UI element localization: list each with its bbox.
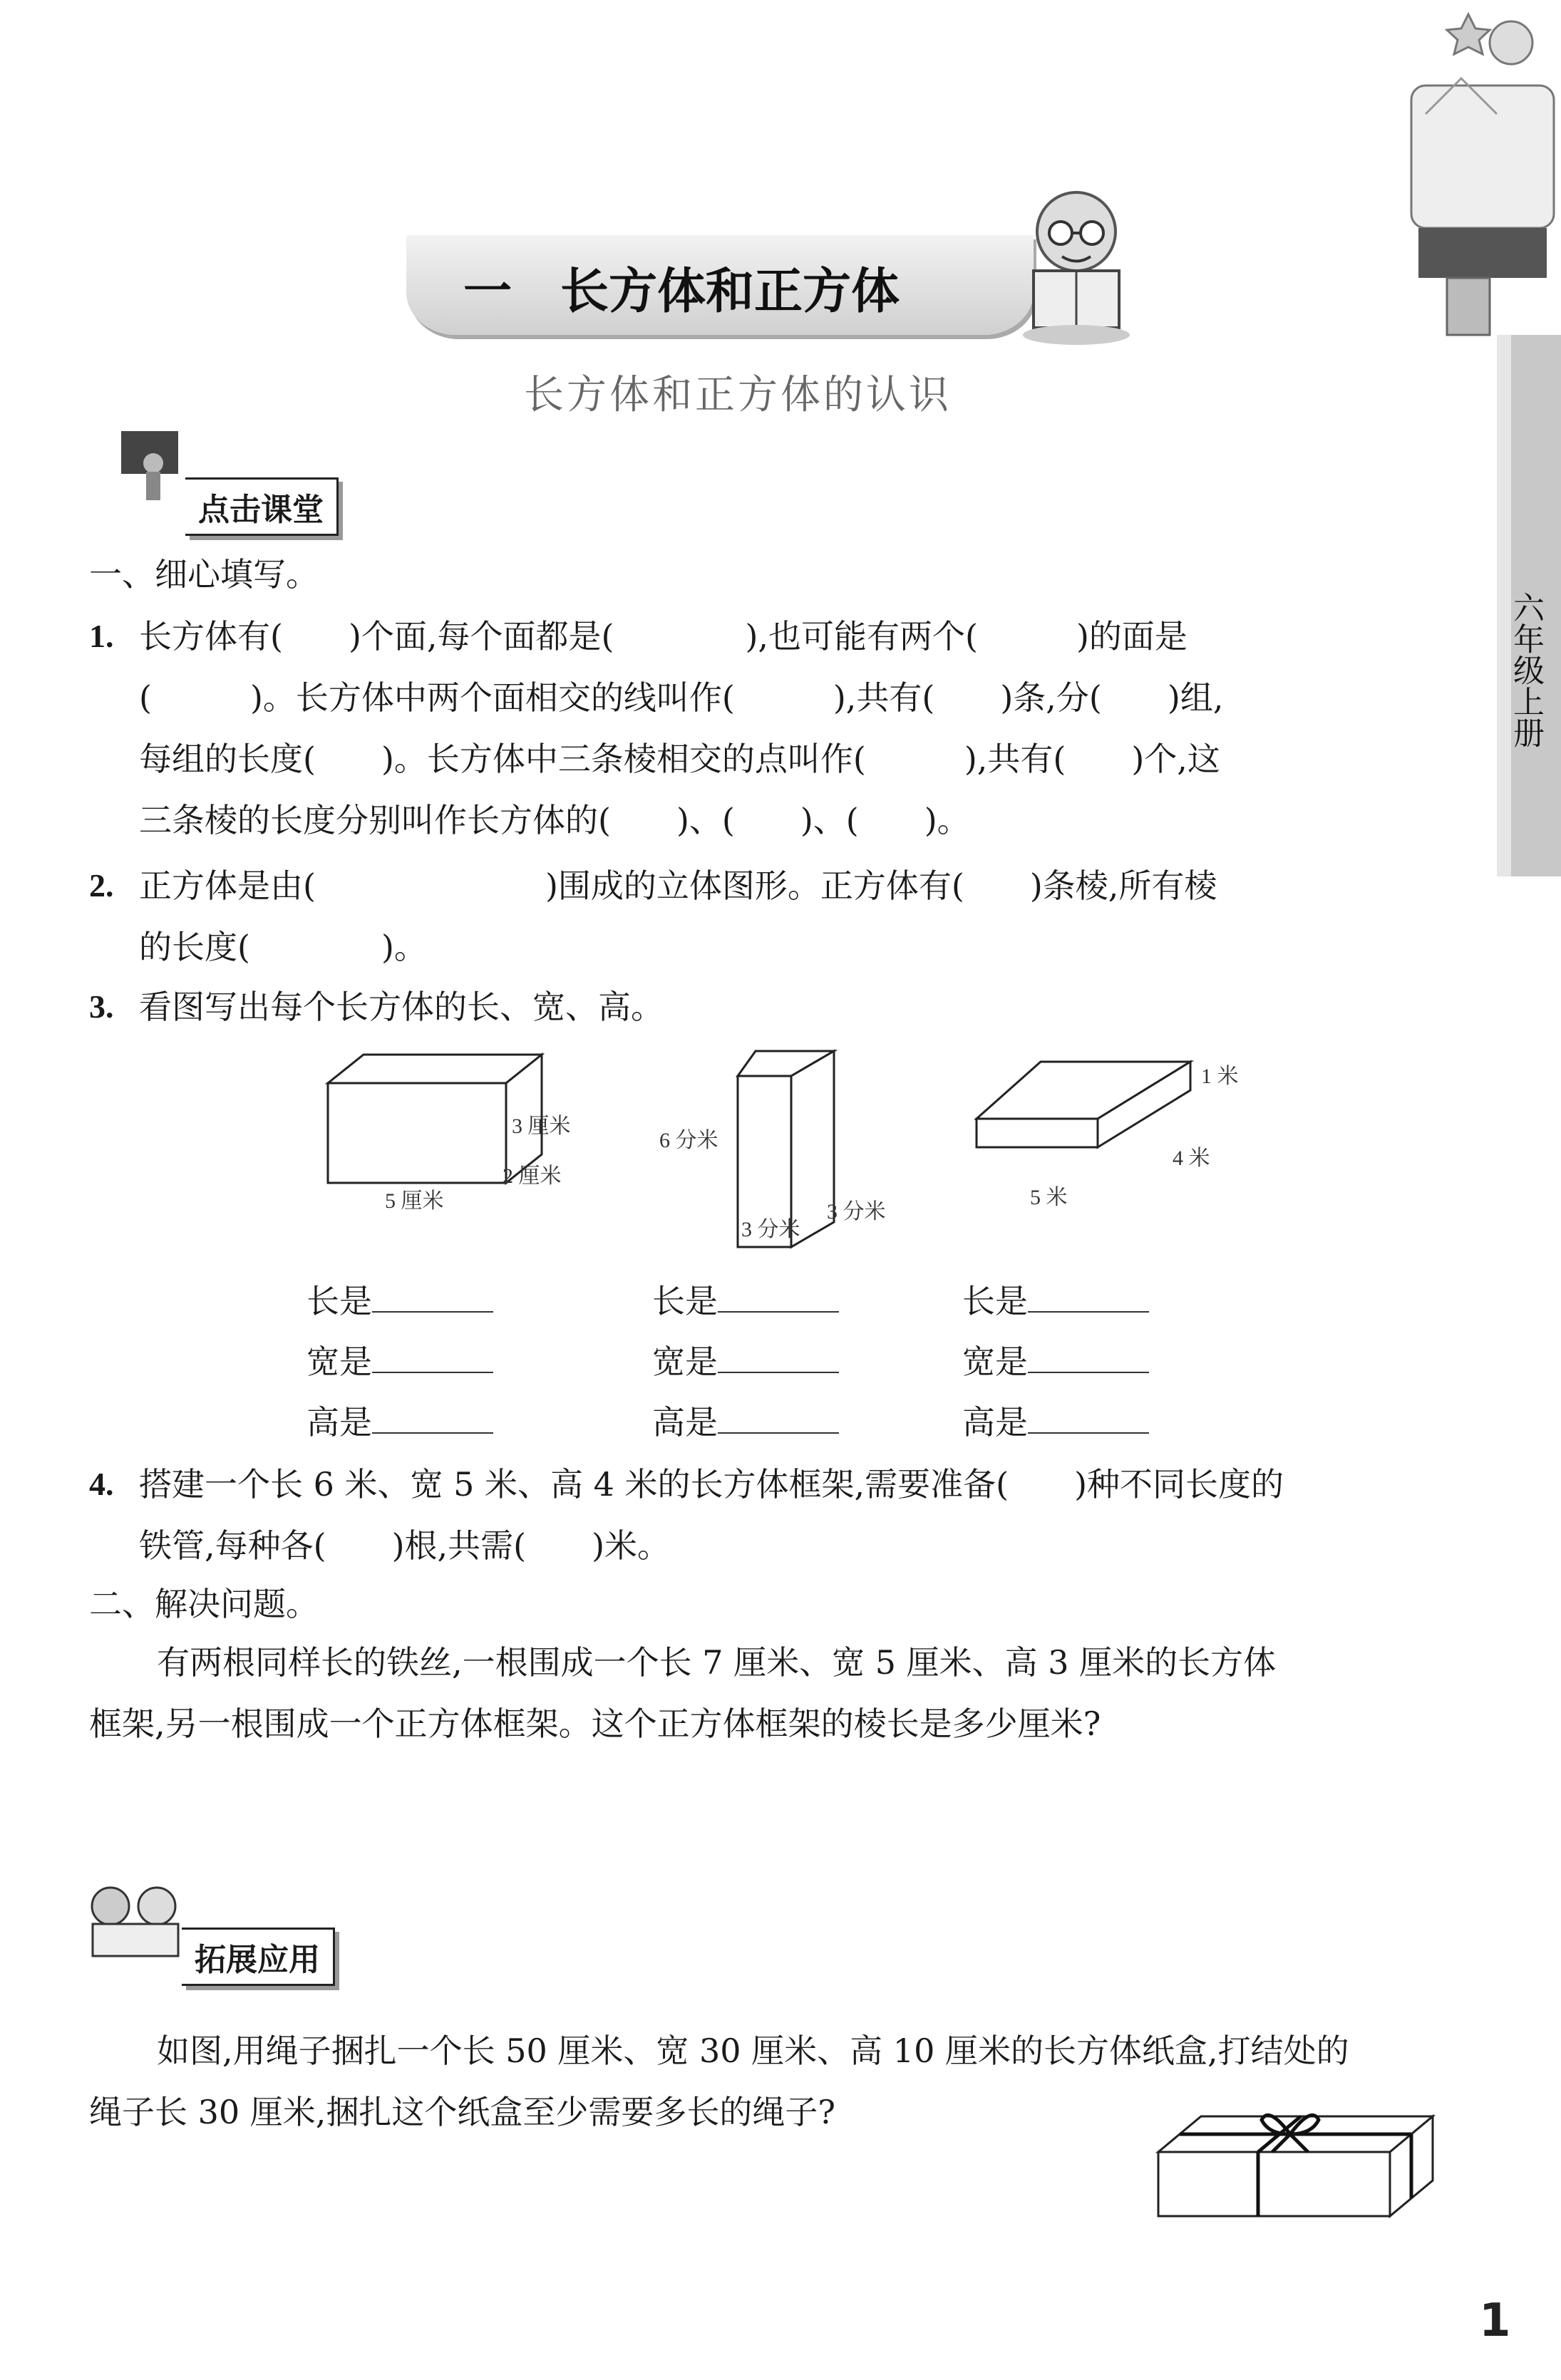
fig3-height-answer[interactable] [962, 1397, 1149, 1444]
q4-text [139, 1454, 1284, 1576]
fig1-height-label: 3 厘米 [512, 1114, 571, 1138]
extension-line: 如图,用绳子捆扎一个长 50 厘米、宽 30 厘米、高 10 厘米的长方体纸盒,打结处的 [157, 2032, 1349, 2070]
q4-number: 4. [89, 1466, 114, 1502]
q2-number: 2. [89, 867, 114, 904]
q1-line: 三条棱的长度分别叫作长方体的( )、( )、( )。 [139, 801, 970, 839]
fig1-width-label: 2 厘米 [503, 1164, 562, 1188]
tied-box-figure [1148, 2095, 1447, 2237]
fig1-height-answer[interactable] [306, 1397, 493, 1444]
fig2-width-a-label: 3 分米 [827, 1200, 886, 1223]
q3-number: 3. [89, 988, 114, 1025]
answer-label: 宽是 [962, 1342, 1028, 1381]
answer-label: 长是 [306, 1282, 372, 1320]
answer-label: 高是 [652, 1403, 718, 1442]
side-tab: 六年级上册 [1508, 591, 1544, 748]
q2-line: 的长度( )。 [139, 928, 427, 966]
page-number: 1 [1479, 2294, 1511, 2347]
fig3-height-label: 1 米 [1201, 1065, 1239, 1088]
answer-label: 宽是 [652, 1342, 718, 1381]
fig1-length-label: 5 厘米 [385, 1189, 444, 1213]
fig3-width-answer[interactable] [962, 1336, 1149, 1383]
answer-label: 长是 [652, 1282, 718, 1320]
q4-line: 铁管,每种各( )根,共需( )米。 [139, 1526, 671, 1565]
q2-line: 正方体是由( )围成的立体图形。正方体有( )条棱,所有棱 [139, 866, 1217, 905]
kids-reading-icon [78, 1881, 192, 1960]
fig2-width-answer[interactable] [652, 1336, 839, 1383]
section2-line: 框架,另一根围成一个正方体框架。这个正方体框架的棱长是多少厘米? [89, 1704, 1101, 1743]
q3-text: 看图写出每个长方体的长、宽、高。 [139, 988, 664, 1026]
extension-tag: 拓展应用 [182, 1928, 335, 1986]
fig3-width-label: 4 米 [1173, 1147, 1210, 1170]
q1-line: ( )。长方体中两个面相交的线叫作( ),共有( )条,分( )组, [139, 678, 1224, 717]
answer-label: 高是 [962, 1403, 1028, 1442]
fig3-length-answer[interactable] [962, 1276, 1149, 1323]
fig3-length-label: 5 米 [1030, 1186, 1068, 1209]
fig2-length-answer[interactable] [652, 1276, 839, 1323]
fig2-height-label: 6 分米 [659, 1129, 718, 1152]
subtitle: 长方体和正方体的认识 [524, 372, 952, 418]
fig1-length-answer[interactable] [306, 1276, 493, 1323]
chapter-title: 一 长方体和正方体 [463, 264, 900, 320]
q4-line: 搭建一个长 6 米、宽 5 米、高 4 米的长方体框架,需要准备( )种不同长度的 [139, 1465, 1284, 1504]
q1-number: 1. [89, 618, 114, 654]
q2-text [139, 855, 1217, 978]
extension-line: 绳子长 30 厘米,捆扎这个纸盒至少需要多长的绳子? [89, 2093, 836, 2131]
fig1-width-answer[interactable] [306, 1336, 493, 1383]
classroom-tag: 点击课堂 [185, 477, 339, 536]
reading-boy-icon [1012, 182, 1140, 346]
section2-heading: 二、解决问题。 [89, 1585, 319, 1623]
q1-line: 长方体有( )个面,每个面都是( ),也可能有两个( )的面是 [139, 617, 1188, 656]
q1-text [139, 606, 1223, 851]
answer-label: 高是 [306, 1403, 372, 1442]
answer-label: 宽是 [306, 1342, 372, 1381]
fig2-height-answer[interactable] [652, 1397, 839, 1444]
classroom-icon [114, 428, 185, 513]
side-decoration [1397, 0, 1561, 898]
fig2-width-b-label: 3 分米 [741, 1218, 800, 1241]
q1-line: 每组的长度( )。长方体中三条棱相交的点叫作( ),共有( )个,这 [139, 740, 1220, 778]
section1-heading: 一、细心填写。 [89, 555, 319, 594]
q3-figures [285, 1040, 1283, 1254]
section2-line: 有两根同样长的铁丝,一根围成一个长 7 厘米、宽 5 厘米、高 3 厘米的长方体 [157, 1643, 1277, 1682]
section2-text [89, 1632, 1276, 1754]
answer-label: 长是 [962, 1282, 1028, 1320]
